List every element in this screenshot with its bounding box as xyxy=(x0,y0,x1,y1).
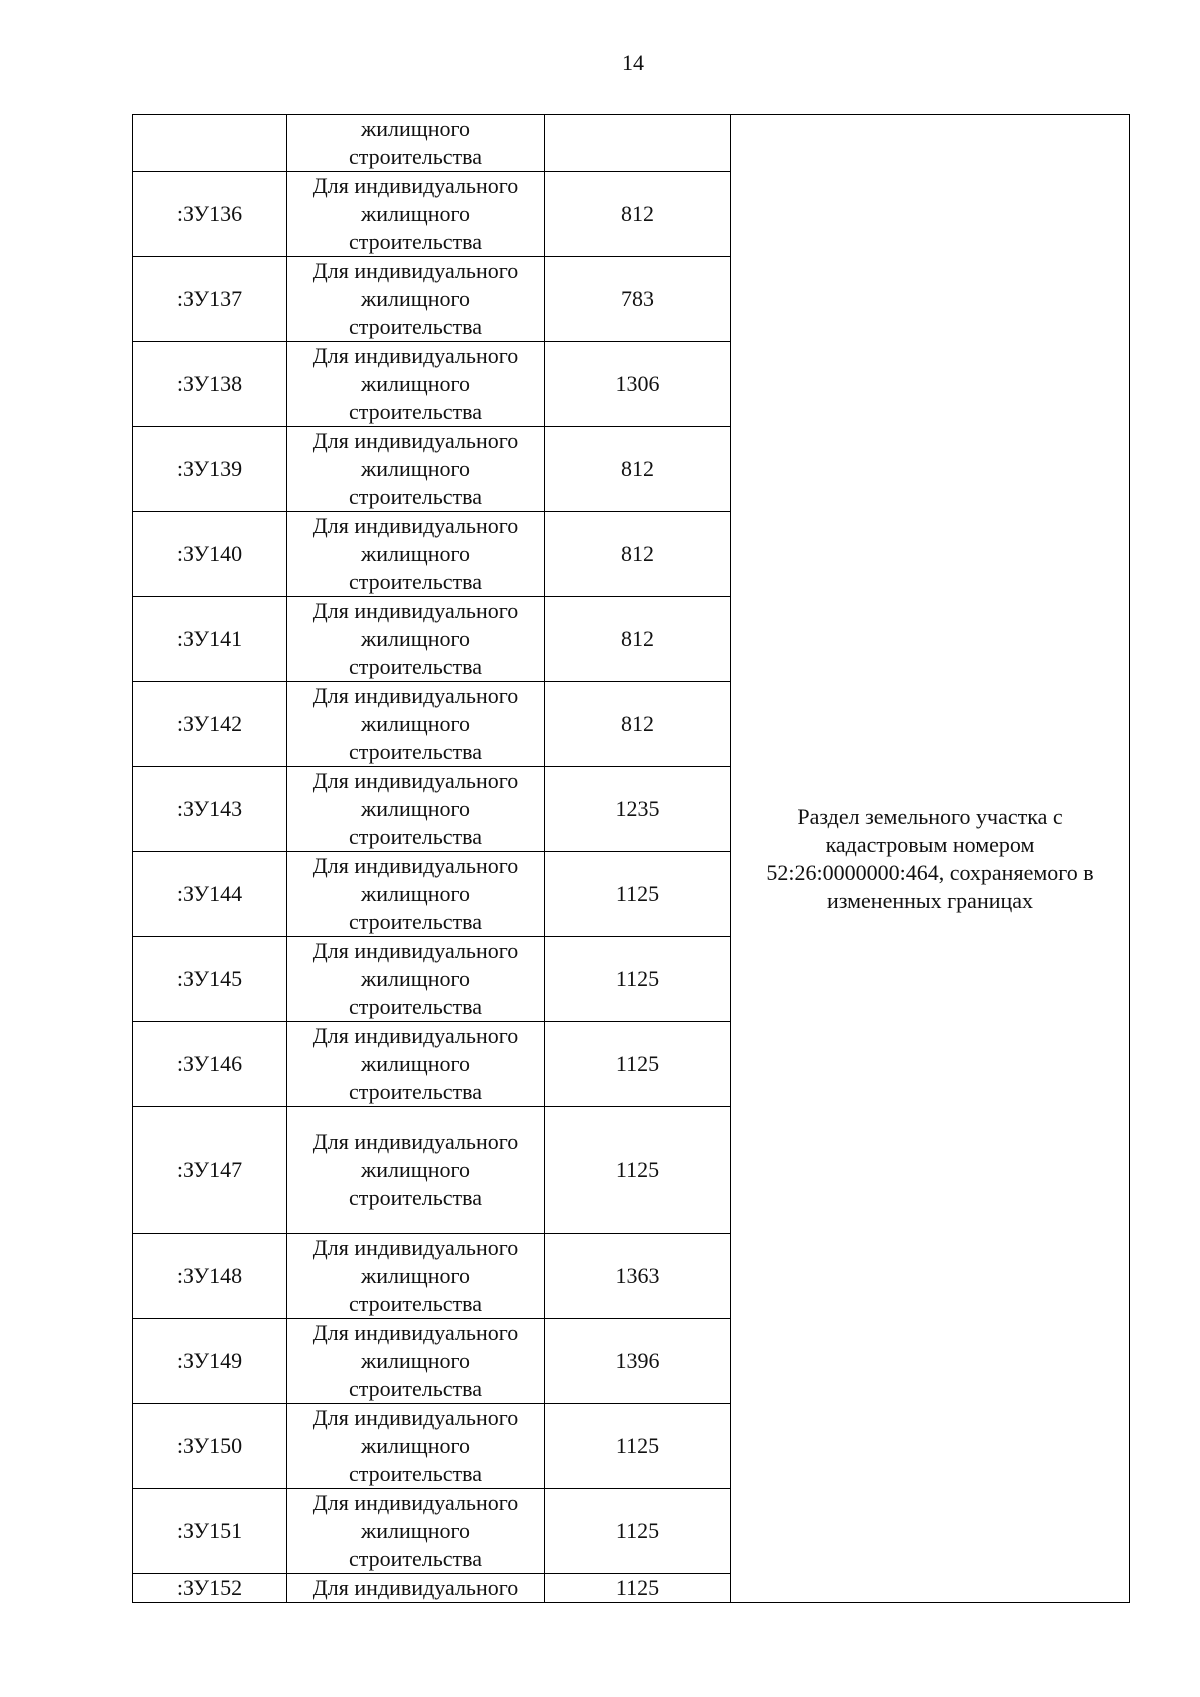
use-line: Для индивидуального xyxy=(312,1575,519,1600)
use-line: жилищного xyxy=(361,711,470,736)
permitted-use-cell xyxy=(287,172,545,257)
use-line: жилищного xyxy=(361,201,470,226)
plot-id-cell: :ЗУ151 xyxy=(133,1489,287,1574)
area-cell: 812 xyxy=(545,682,731,767)
use-line: строительства xyxy=(348,484,483,509)
use-line: строительства xyxy=(348,1461,483,1486)
land-plots-table xyxy=(132,114,1130,1603)
use-line: жилищного xyxy=(361,116,470,141)
permitted-use-cell xyxy=(287,512,545,597)
plot-id-cell: :ЗУ152 xyxy=(133,1574,287,1603)
use-line: жилищного xyxy=(361,286,470,311)
use-line: строительства xyxy=(348,739,483,764)
permitted-use-cell xyxy=(287,115,545,172)
use-line: строительства xyxy=(348,994,483,1019)
use-line: Для индивидуального xyxy=(312,1235,519,1260)
use-line: Для индивидуального xyxy=(312,173,519,198)
use-line: жилищного xyxy=(361,881,470,906)
plot-id-cell: :ЗУ136 xyxy=(133,172,287,257)
plot-id-cell: :ЗУ144 xyxy=(133,852,287,937)
area-cell: 1125 xyxy=(545,1489,731,1574)
use-line: строительства xyxy=(348,654,483,679)
permitted-use-cell xyxy=(287,427,545,512)
use-line: жилищного xyxy=(361,966,470,991)
use-line: строительства xyxy=(348,909,483,934)
plot-id-cell xyxy=(133,115,287,172)
permitted-use-cell xyxy=(287,1234,545,1319)
use-line: Для индивидуального xyxy=(312,513,519,538)
permitted-use-cell xyxy=(287,937,545,1022)
use-line: строительства xyxy=(348,1291,483,1316)
plot-id-cell: :ЗУ145 xyxy=(133,937,287,1022)
use-line: строительства xyxy=(348,1546,483,1571)
table-row-continued xyxy=(133,115,1130,172)
use-line: Для индивидуального xyxy=(312,1405,519,1430)
plot-id-cell: :ЗУ138 xyxy=(133,342,287,427)
use-line: Для индивидуального xyxy=(312,1023,519,1048)
area-cell: 1125 xyxy=(545,1022,731,1107)
area-cell: 812 xyxy=(545,512,731,597)
area-cell: 812 xyxy=(545,597,731,682)
use-line: жилищного xyxy=(361,796,470,821)
use-line: жилищного xyxy=(361,1348,470,1373)
area-cell: 1396 xyxy=(545,1319,731,1404)
use-line: жилищного xyxy=(361,1051,470,1076)
area-cell: 1125 xyxy=(545,1404,731,1489)
plot-id-cell: :ЗУ146 xyxy=(133,1022,287,1107)
use-line: жилищного xyxy=(361,541,470,566)
area-cell: 1235 xyxy=(545,767,731,852)
use-line: Для индивидуального xyxy=(312,683,519,708)
permitted-use-cell xyxy=(287,1319,545,1404)
page-number: 14 xyxy=(622,50,644,75)
plot-id-cell: :ЗУ143 xyxy=(133,767,287,852)
use-line: строительства xyxy=(348,824,483,849)
plot-id-cell: :ЗУ149 xyxy=(133,1319,287,1404)
use-line: строительства xyxy=(348,1376,483,1401)
plot-id-cell: :ЗУ137 xyxy=(133,257,287,342)
remark-line: кадастровым номером xyxy=(825,831,1035,857)
remark-line: Раздел земельного участка с xyxy=(797,803,1063,829)
permitted-use-cell xyxy=(287,682,545,767)
use-line: жилищного xyxy=(361,456,470,481)
area-cell: 1125 xyxy=(545,852,731,937)
remark-line: 52:26:0000000:464, сохраняемого в xyxy=(766,859,1094,885)
area-cell: 1125 xyxy=(545,937,731,1022)
area-cell: 812 xyxy=(545,427,731,512)
plot-id-cell: :ЗУ142 xyxy=(133,682,287,767)
use-line: Для индивидуального xyxy=(312,1320,519,1345)
area-cell: 1125 xyxy=(545,1574,731,1603)
permitted-use-cell xyxy=(287,342,545,427)
use-line: жилищного xyxy=(361,371,470,396)
use-line: жилищного xyxy=(361,626,470,651)
permitted-use-cell xyxy=(287,767,545,852)
area-cell: 1125 xyxy=(545,1107,731,1234)
use-line: строительства xyxy=(348,1185,483,1210)
permitted-use-cell xyxy=(287,597,545,682)
use-line: строительства xyxy=(348,314,483,339)
plot-id-cell: :ЗУ150 xyxy=(133,1404,287,1489)
use-line: Для индивидуального xyxy=(312,428,519,453)
use-line: Для индивидуального xyxy=(312,768,519,793)
use-line: жилищного xyxy=(361,1433,470,1458)
permitted-use-cell xyxy=(287,1489,545,1574)
area-cell: 783 xyxy=(545,257,731,342)
plot-id-cell: :ЗУ147 xyxy=(133,1107,287,1234)
use-line: строительства xyxy=(348,399,483,424)
plot-id-cell: :ЗУ139 xyxy=(133,427,287,512)
use-line: строительства xyxy=(348,229,483,254)
use-line: жилищного xyxy=(361,1518,470,1543)
use-line: Для индивидуального xyxy=(312,1490,519,1515)
use-line: Для индивидуального xyxy=(312,938,519,963)
permitted-use-cell xyxy=(287,1022,545,1107)
use-line: Для индивидуального xyxy=(312,598,519,623)
permitted-use-cell xyxy=(287,257,545,342)
use-line: жилищного xyxy=(361,1263,470,1288)
use-line: строительства xyxy=(348,569,483,594)
remark-line: измененных границах xyxy=(826,887,1034,913)
permitted-use-cell xyxy=(287,1404,545,1489)
plot-id-cell: :ЗУ141 xyxy=(133,597,287,682)
use-line: Для индивидуального xyxy=(312,853,519,878)
use-line: строительства xyxy=(348,1079,483,1104)
plot-id-cell: :ЗУ148 xyxy=(133,1234,287,1319)
permitted-use-cell xyxy=(287,1574,545,1603)
permitted-use-cell xyxy=(287,852,545,937)
use-line: Для индивидуального xyxy=(312,1129,519,1154)
use-line: строительства xyxy=(348,144,483,169)
use-line: Для индивидуального xyxy=(312,258,519,283)
area-cell: 1363 xyxy=(545,1234,731,1319)
area-cell: 1306 xyxy=(545,342,731,427)
plot-id-cell: :ЗУ140 xyxy=(133,512,287,597)
remark-cell xyxy=(731,115,1130,1603)
area-cell: 812 xyxy=(545,172,731,257)
use-line: жилищного xyxy=(361,1157,470,1182)
permitted-use-cell xyxy=(287,1107,545,1234)
area-cell xyxy=(545,115,731,172)
use-line: Для индивидуального xyxy=(312,343,519,368)
